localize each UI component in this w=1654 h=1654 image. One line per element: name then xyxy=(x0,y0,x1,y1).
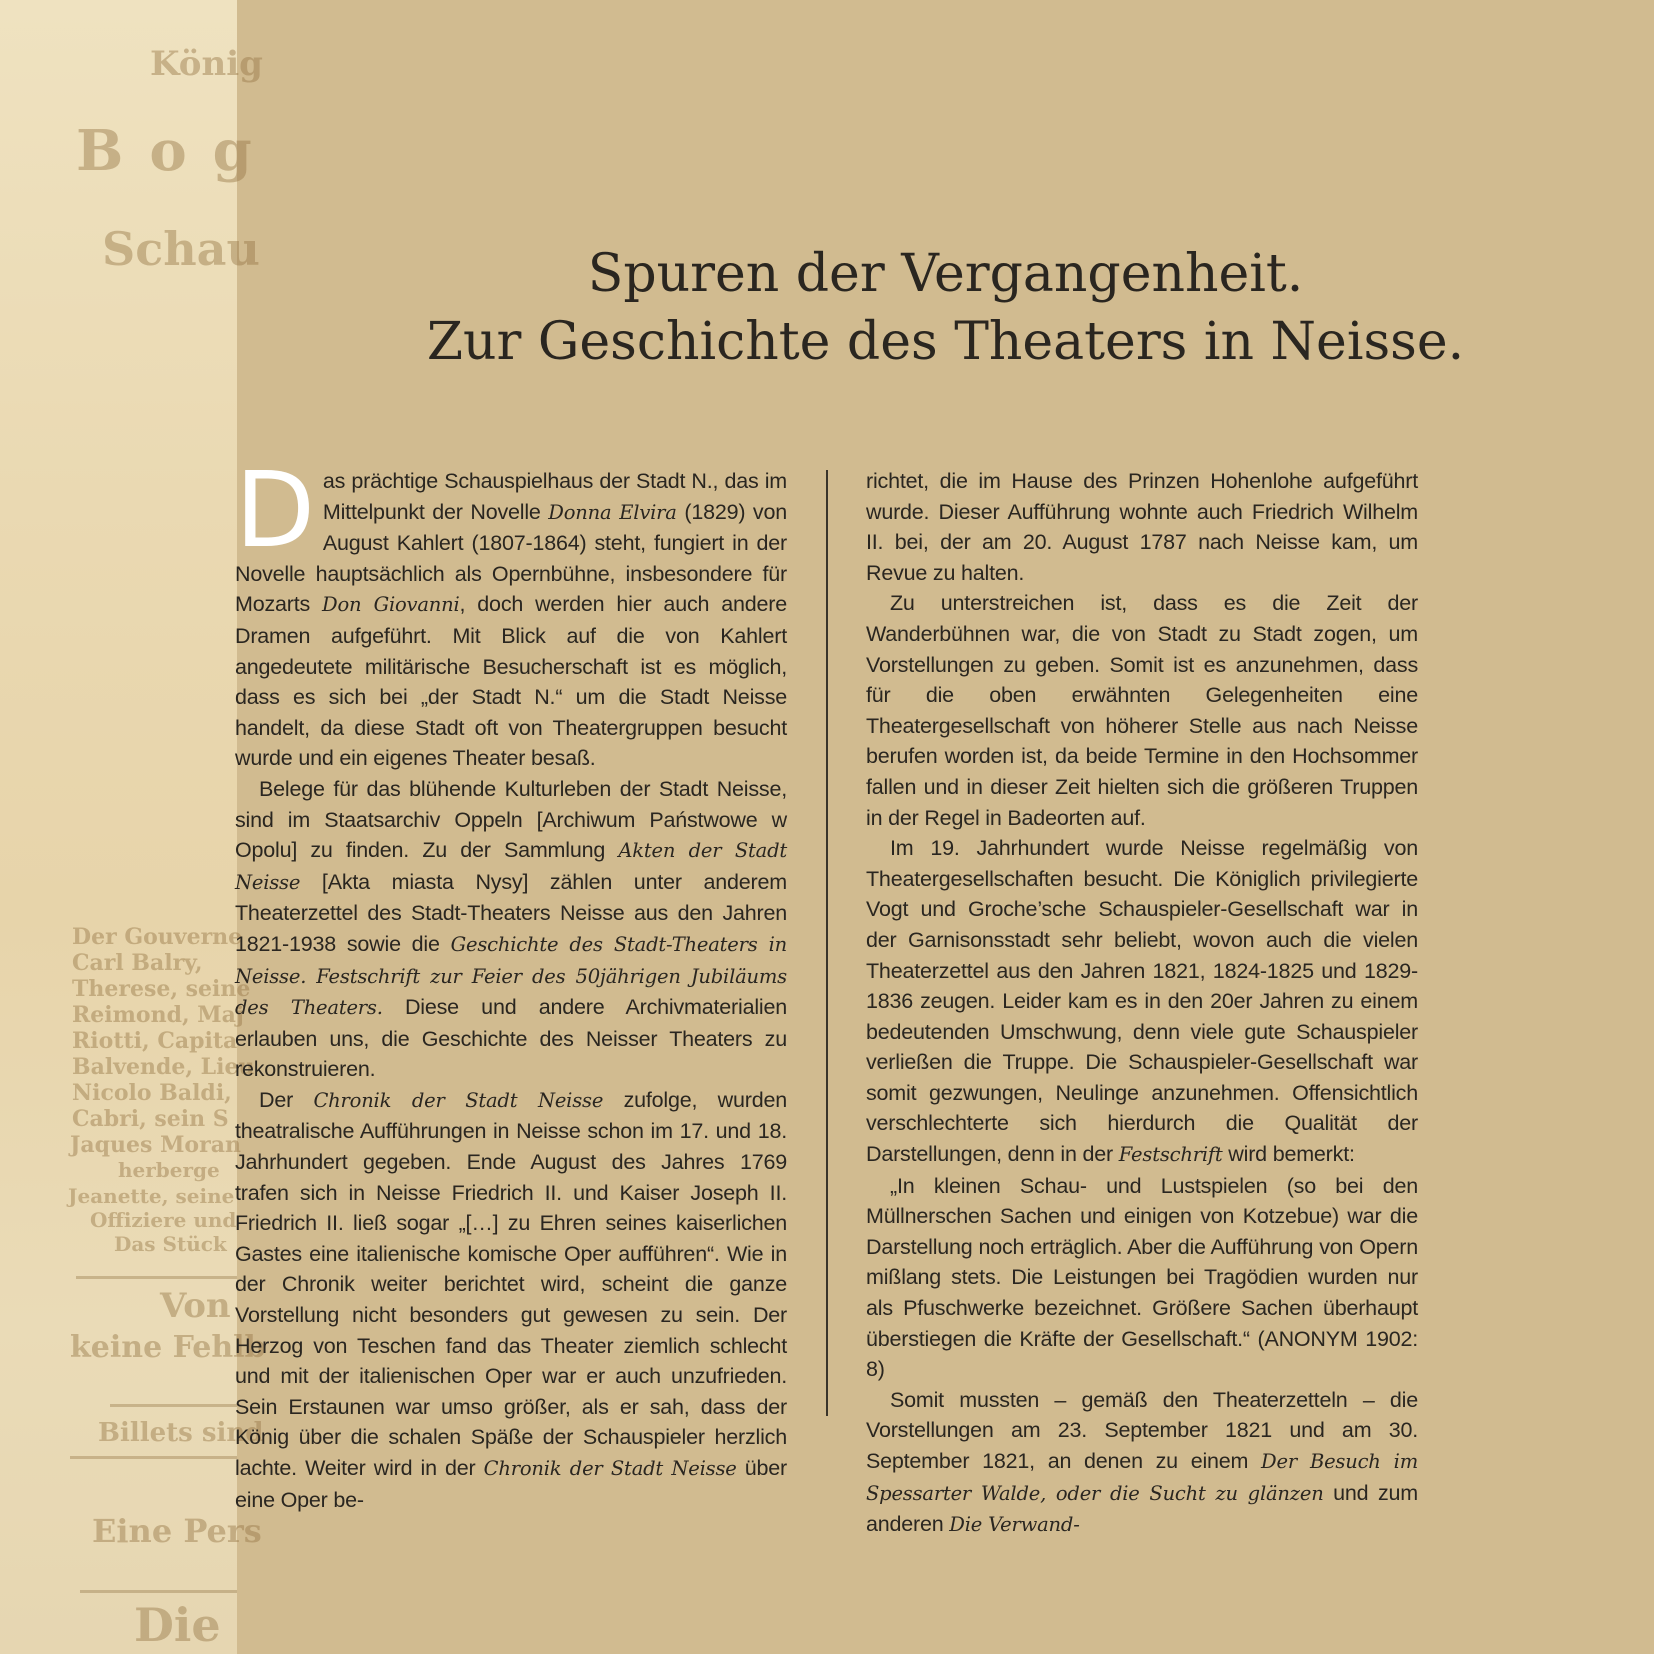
work-title: Festschrift xyxy=(1118,1143,1223,1167)
work-title: Akten der Stadt Neisse xyxy=(235,839,787,894)
playbill-fragment: Reimond, Maj xyxy=(72,1002,244,1028)
playbill-fragment: Offiziere und xyxy=(90,1208,237,1232)
playbill-fragment: Cabri, sein S xyxy=(72,1106,229,1132)
page-title xyxy=(237,240,1654,376)
playbill-fragment: Bog xyxy=(76,118,278,184)
playbill-fragment: Nicolo Baldi, xyxy=(72,1080,232,1106)
playbill-rule xyxy=(80,1590,237,1593)
paragraph: Der Chronik der Stadt Neisse zufolge, wurden theatralische Aufführungen in Neisse schon im 17. und 18. Jahrhundert gegeben. Ende August des Jahres 1769 trafen sich in Neisse Friedrich II. und Kaiser Joseph II. Friedrich II. ließ sogar „[…] zu Ehren seines kaiserlichen Gastes eine italienische komische Oper aufführen“. Wie in der Chronik weiter berichtet wird, scheint die ganze Vorstellung nicht besonders gut gewesen zu sein. Der Herzog von Teschen fand das Theater ziemlich schlecht und mit der italienischen Oper war er auch unzufrieden. Sein Erstaunen war umso größer, als er sah, dass der König über die schalen Späße der Schauspieler herzlich lachte. Weiter wird in der Chronik der Stadt Neisse über eine Oper be- xyxy=(235,1087,787,1512)
archival-playbill-sidebar xyxy=(0,0,278,1654)
playbill-fragment: Balvende, Lieu xyxy=(72,1054,255,1080)
text-column-left xyxy=(235,449,787,1515)
playbill-fragment: Jaques Moran xyxy=(70,1132,241,1158)
text-column-right xyxy=(866,466,1418,1541)
paragraph: Somit mussten – gemäß den Theaterzetteln – die Vorstellungen am 23. September 1821 und am 30. September 1821, an denen zu einem Der Besuch im Spessarter Walde, oder die Sucht zu glänzen und zum anderen Die Verwand- xyxy=(866,1387,1419,1537)
drop-cap: D xyxy=(235,449,315,571)
work-title: Geschichte des Stadt-Theaters in Neisse. Festschrift zur Feier des 50jährigen Jubiläums des Theaters. xyxy=(235,932,787,1020)
playbill-fragment: König xyxy=(150,44,263,84)
playbill-fragment: Schau xyxy=(102,222,260,276)
playbill-fragment: Jeanette, seine xyxy=(68,1184,235,1208)
paragraph: Im 19. Jahrhundert wurde Neisse regelmäßig von Theatergesellschaften besucht. Die Königlich privilegierte Vogt und Groche’sche Schauspieler-Gesellschaft war in der Garnisonsstadt sehr beliebt, wovon auch die vielen Theaterzettel aus den Jahren 1821, 1824-1825 und 1829-1836 zeugen. Leider kam es in den 20er Jahren zu einem bedeutenden Umschwung, denn viele gute Schauspieler verließen die Truppe. Die Schauspieler-Gesellschaft war somit gezwungen, Neulinge anzunehmen. Offensichtlich verschlechterte sich hierdurch die Qualität der Darstellungen, denn in der Festschrift wird bemerkt: xyxy=(866,836,1418,1167)
paragraph: Zu unterstreichen ist, dass es die Zeit der Wanderbühnen war, die von Stadt zu Stadt zogen, um Vorstellungen zu geben. Somit ist es anzunehmen, dass für die oben erwähnten Gelegenheiten eine Theatergesellschaft von höherer Stelle aus nach Neisse berufen worden ist, da beide Termine in den Hochsommer fallen und in dieser Zeit hielten sich die größeren Truppen in der Regel in Badeorten auf. xyxy=(866,591,1418,830)
paragraph: richtet, die im Hause des Prinzen Hohenlohe aufgeführt wurde. Dieser Aufführung wohnte auch Friedrich Wilhelm II. bei, der am 20. August 1787 nach Neisse kam, um Revue zu halten. xyxy=(866,469,1418,585)
paragraph: Das prächtige Schauspielhaus der Stadt N., das im Mittelpunkt der Novelle Donna Elvira (1829) von August Kahlert (1807-1864) steht, fungiert in der Novelle hauptsächlich als Opernbühne, insbesondere für Mozarts Don Giovanni, doch werden hier auch andere Dramen aufgeführt. Mit Blick auf die von Kahlert angedeutete militärische Besucherschaft ist es möglich, dass es sich bei „der Stadt N.“ um die Stadt Neisse handelt, da diese Stadt oft von Theatergruppen besucht wurde und ein eigenes Theater besaß. xyxy=(235,449,787,771)
playbill-fragment: Carl Balry, xyxy=(72,950,203,976)
playbill-fragment: keine Fehlb xyxy=(70,1330,266,1365)
work-title: Chronik der Stadt Neisse xyxy=(313,1088,604,1112)
column-divider xyxy=(826,470,828,1416)
playbill-fragment: Therese, seine xyxy=(72,976,251,1002)
playbill-fragment: Die xyxy=(134,1598,221,1652)
work-title: Der Besuch im Spessarter Walde, oder die Sucht zu glänzen xyxy=(866,1450,1419,1505)
playbill-fragment: Von xyxy=(160,1286,231,1326)
playbill-fragment: Das Stück xyxy=(114,1232,227,1256)
work-title: Don Giovanni xyxy=(322,593,460,617)
playbill-fragment: Der Gouverne xyxy=(72,924,243,950)
playbill-fragment: Billets sind xyxy=(98,1418,264,1448)
playbill-fragment: Eine Pers xyxy=(92,1512,262,1550)
playbill-fragment: Riotti, Capita xyxy=(72,1028,238,1054)
work-title: Die Verwand- xyxy=(949,1513,1080,1537)
playbill-rule xyxy=(110,1404,237,1407)
playbill-rule xyxy=(70,1456,237,1459)
block-quote: „In kleinen Schau- und Lustspielen (so bei den Müllnerschen Sachen und einigen von Kotzebue) war die Darstellung noch erträglich. Aber die Aufführung von Opern mißlang stets. Die Leistungen bei Tragödien wurden nur als Pfuschwerke bezeichnet. Größere Sachen überhaupt überstiegen die Kräfte der Gesellschaft.“ (ANONYM 1902: 8) xyxy=(866,1173,1418,1382)
work-title: Chronik der Stadt Neisse xyxy=(483,1457,737,1480)
title-line-1: Spuren der Vergangenheit. xyxy=(587,244,1304,304)
playbill-fragment: herberge xyxy=(118,1158,220,1182)
title-line-2: Zur Geschichte des Theaters in Neisse. xyxy=(426,312,1465,372)
work-title: Donna Elvira xyxy=(548,500,677,524)
playbill-rule xyxy=(76,1276,237,1279)
paragraph: Belege für das blühende Kulturleben der Stadt Neisse, sind im Staatsarchiv Oppeln [Archiwum Państwowe w Opolu] zu finden. Zu der Sammlung Akten der Stadt Neisse [Akta miasta Nysy] zählen unter anderem Theaterzettel des Stadt-Theaters Neisse aus den Jahren 1821-1938 sowie die Geschichte des Stadt-Theaters in Neisse. Festschrift zur Feier des 50jährigen Jubiläums des Theaters. Diese und andere Archivmaterialien erlauben uns, die Geschichte des Neisser Theaters zu rekonstruieren. xyxy=(235,776,787,1082)
